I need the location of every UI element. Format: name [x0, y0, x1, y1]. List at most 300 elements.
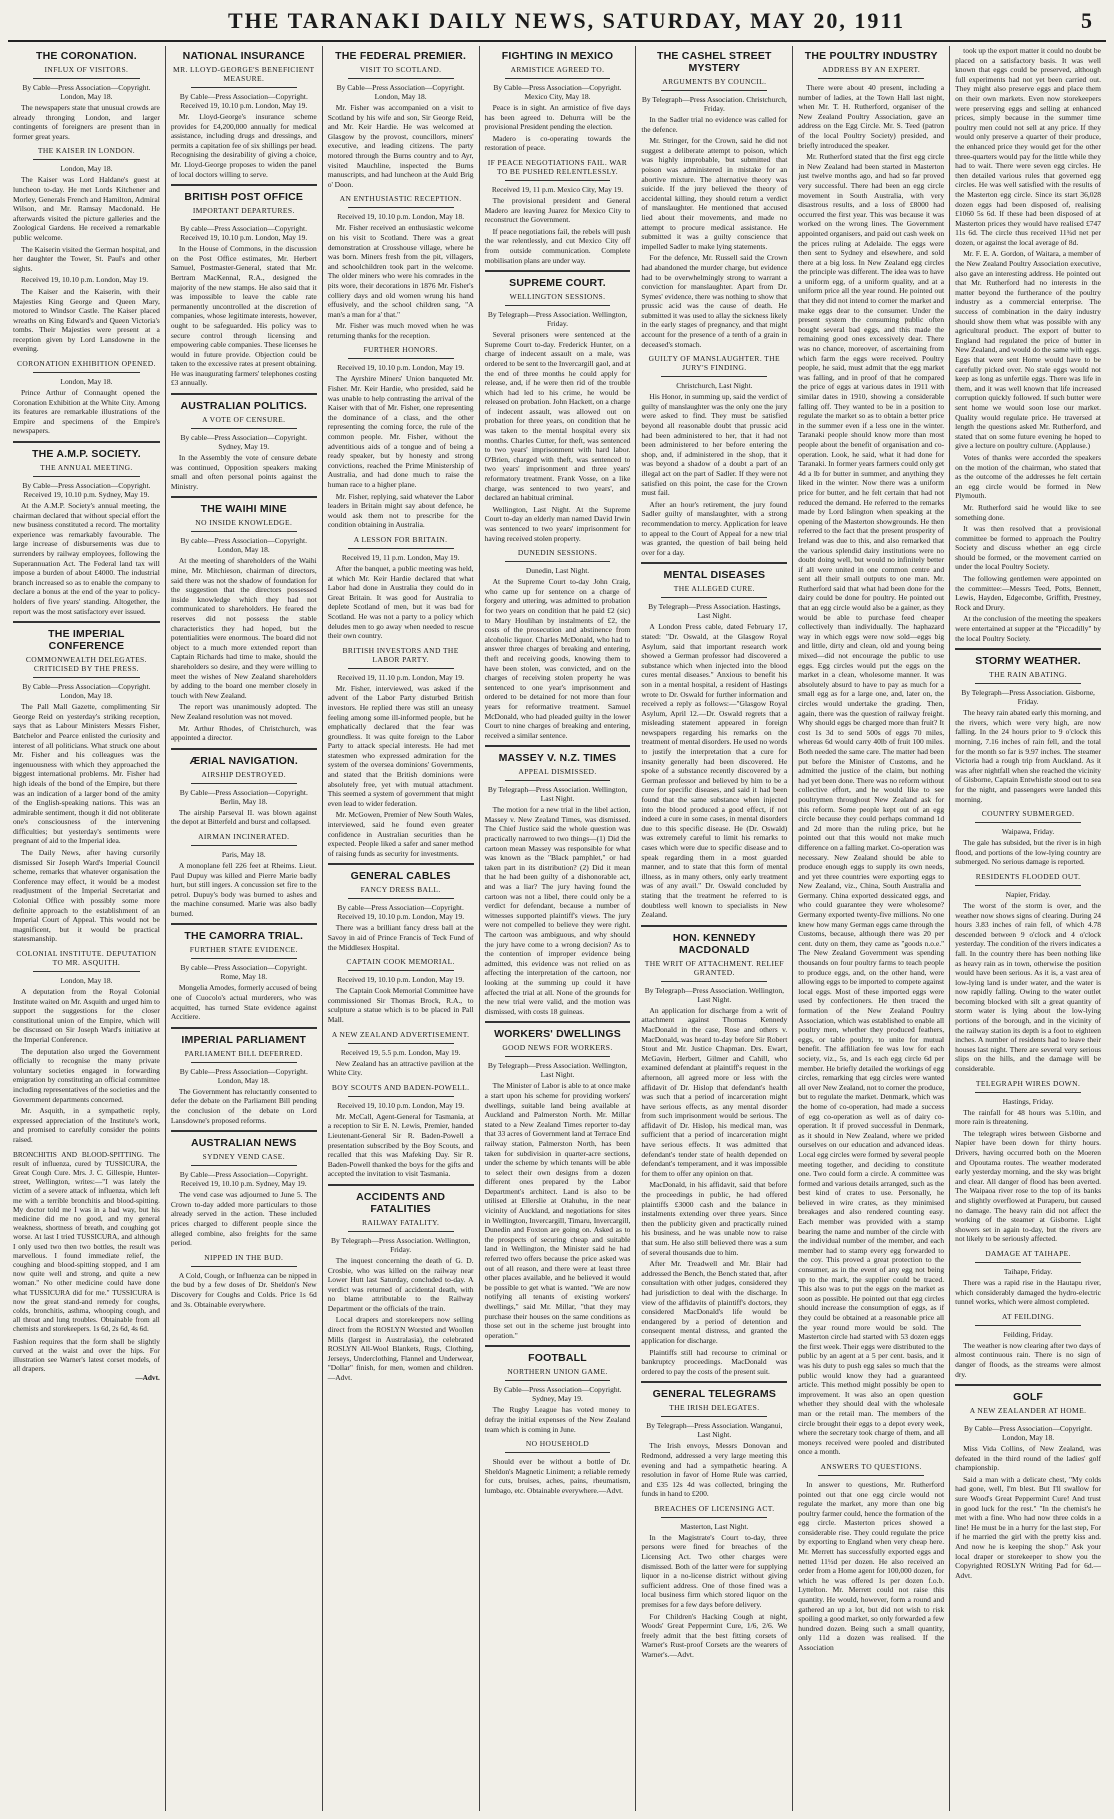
article	[328, 957, 474, 1024]
article-dateline: By cable—Press Association—Copyright. Received 19, 10.10 p.m. London, May 19.	[180, 224, 308, 243]
article-dateline: By Telegraph—Press Association. Wanganui, Last Night.	[646, 1421, 783, 1440]
article-subheadline: BOY SCOUTS AND BADEN-POWELL.	[331, 1082, 470, 1092]
article-dateline: Received 19, 10.10 p.m. London, May 18.	[337, 212, 465, 222]
article-headline: MENTAL DISEASES	[663, 569, 766, 582]
article-paragraph: The gale has subsided, but the river is in high flood, and portions of the low-lying country are submerged. No serious damage is reported.	[955, 838, 1101, 867]
article-subheadline: BREACHES OF LICENSING ACT.	[654, 1503, 775, 1513]
article-paragraph: After an hour's retirement, the jury found Sadler guilty of manslaughter, with a strong recommendation to mercy. Application for leave to appeal to the Court of Appeal for a new trial was granted, the question of bail being held over for a day.	[641, 499, 788, 557]
subhead-rule	[191, 783, 297, 784]
subhead-rule	[348, 548, 454, 549]
article	[171, 1130, 317, 1248]
article-paragraph: The motion for a new trial in the libel action, Massey v. New Zealand Times, was dismissed. The Chief Justice said the whole question was practically narrowed to two things—(1) Did the cartoon mean Massey was responsible for what was known as the "Black pamphlet," or had taken part in its distribution? (2) Did it mean that he had been guilty of a dishonorable act, and was a liar? The jury having found the cartoon was not a libel, there could only be a verdict for defendant, because a number of witnesses supported plaintiff's views. The jury were not compelled to believe they were right. The cartoon was ambiguous, and why should the jury have come to a wrong decision? As to the contention of improper evidence being admitted, this evidence was not relied on as affecting the interpretation of the cartoon, nor looking at the summing up could it have affected the trial at all. None of the grounds for the new trial were valid, and the motion was dismissed, with costs 18 guineas.	[484, 805, 631, 1016]
article-paragraph: The newspapers state that unusual crowds are already thronging London, and larger contingents of foreigners are present than in former great years.	[13, 103, 160, 141]
article	[798, 50, 944, 1457]
article-body	[641, 1533, 787, 1660]
article-dateline: Christchurch, Last Night.	[676, 381, 753, 391]
article-body	[641, 1006, 787, 1377]
article-dateline: By Cable—Press Association—Copyright. Sydney, May 19.	[493, 1385, 622, 1404]
article-paragraph: Said a man with a delicate chest, "My colds had gone, well, I'm blest. But I'll swallow for sure Wood's Great Peppermint Cure! And trust in good luck for the rest." "In the chemist's he met with a fine. Who had now three colds in a line! He must be in a hurry for the last step, For if he married the girl with the pretty kiss and. And now he is keeping the shop." Ask your local draper or storekeeper to show you the Copyrighted ROSLYN Writing Pad for 6d.—Advt.	[955, 1474, 1101, 1580]
article	[328, 535, 474, 641]
article-paragraph: The rainfall for 48 hours was 5.10in, and more rain is threatening.	[955, 1107, 1101, 1127]
article-paragraph: After Mr. Treadwell and Mr. Blair had addressed the Bench, the Bench stated that, after consultation with other judges, considered they had jurisdiction to deal with the discharge. In view of the affidavits of plaintiff's doctors, they considered MacDonald's life would be endangered by a period of detention and consequent mental distress, and granted the application for discharge.	[641, 1259, 788, 1345]
article-divider	[171, 1027, 317, 1029]
article-paragraph: Several prisoners were sentenced at the Supreme Court to-day. Frederick Hunter, on a charge of indecent assault on a male, was ordered to be sent to the Invercargill gaol, and at the end of three months he could apply for release, and, if he were then rid of the trouble which had led to his crime, he would be released on probation. John Hackett, on a charge of indecent assault, was allowed out on probation for three years, on condition that he was taken to the mental hospital every six months. Charles Cutter, for theft, was sentenced to two years' imprisonment with hard labor. O'Brien, charged with theft, was sentenced to two years' imprisonment and three years' reformatory treatment. Frank Vosse, on a like charge, was sentenced to two years', and declared an habitual criminal.	[484, 330, 631, 503]
subhead-rule	[505, 1452, 611, 1453]
article-body	[171, 808, 317, 827]
article-paragraph: Mr. Asquith, in a sympathetic reply, expressed appreciation of the Institute's work, and promised to carefully consider the points raised.	[13, 1106, 160, 1144]
article-divider	[171, 923, 317, 925]
article-subheadline: DUNEDIN SESSIONS.	[517, 548, 598, 558]
article-paragraph: Mr. Lloyd-George's insurance scheme provides for £4,200,000 annually for medical assistance, including drugs and dressings, and permits a capitation fee of six shillings per head. Recognising the desirability of giving a choice, Mr. Lloyd-George proposes to widen the panel of local doctors willing to serve.	[170, 112, 317, 179]
article-dateline: Received 19, 5.5 p.m. London, May 19.	[340, 1047, 461, 1057]
article-paragraph: The heavy rain abated early this morning, and the rivers, which were very high, are now falling. In the 24 hours prior to 9 o'clock this morning, 7.16 inches of rain fell, and the total for the month so far is 9.97 inches. The steamer Victoria had a rough trip from Auckland. As it was after nightfall when she reached the vicinity of Gisborne, Captain Entwhistle stood out to sea for the night, and passengers were landed this morning.	[955, 708, 1102, 804]
column-1	[8, 46, 165, 1811]
article-body	[171, 1190, 317, 1248]
article-dateline: Hastings, Friday.	[1002, 1096, 1054, 1106]
subhead-rule	[348, 668, 454, 669]
article-body	[328, 1256, 474, 1383]
subhead-rule	[661, 981, 767, 982]
subhead-rule	[975, 1262, 1081, 1263]
article-dateline: Received 19, 11 p.m. Mexico City, May 19.	[491, 184, 624, 194]
article-dateline: By Cable—Press Association—Copyright. London, May 18.	[179, 1066, 308, 1085]
article-subheadline: ARMISTICE AGREED TO.	[510, 65, 605, 74]
article	[171, 923, 317, 1021]
article-paragraph: At the conclusion of the meeting the speakers were entertained at supper at the "Piccadilly" by the local Poultry Society.	[955, 614, 1101, 643]
article	[955, 46, 1101, 643]
article	[641, 50, 787, 349]
subhead-rule	[33, 159, 140, 160]
article-dateline: Feilding, Friday.	[1003, 1329, 1053, 1339]
article-subheadline: MR. LLOYD-GEORGE'S BENEFICIENT MEASURE.	[173, 65, 315, 83]
article-dateline: Dunedin, Last Night.	[525, 566, 590, 576]
article-body	[485, 1081, 631, 1340]
article-paragraph: Mr. McGowen, Premier of New South Wales, interviewed, said he found even greater confidence in Australian securities than he expected. People liked a safer and saner method of raising funds as security for investments.	[327, 810, 474, 858]
article-headline: BRITISH POST OFFICE	[184, 191, 304, 204]
article	[13, 146, 160, 354]
article-body	[485, 1457, 631, 1495]
article-subheadline: ARGUMENTS BY COUNCIL.	[662, 77, 767, 86]
article-body	[485, 1405, 631, 1434]
article-paragraph: A London Press cable, dated February 17, stated: "Dr. Oswald, at the Glasgow Royal Asylum, said that important research work showed a German professor had discovered a substance which when injected into the blood cures mental diseases." Anxious to benefit his son in a mental hospital, a resident of Hastings wrote to Dr. Oswald for further information and received a reply as follows:—"Glasgow Royal Asylum, April 12.—Dr. Oswald regrets that a misleading statement appeared in foreign newspapers regarding his remarks on the treatment of mental disorders. He used no words to justify the interpretation that a cure for insanity generally had been discovered. He spoke of a substance recently discovered by a German professor and believed by him to be a cure for specific diseases, and said it had been found that the same substance when injected into the blood produced a good effect, if not indeed a cure in some cases, in mental disorders due to this specific disease. He (Dr. Oswald) was extremely careful to limit his remarks to cases which were due to specific disease and to speak regarding them in a most guarded manner, and to state that this form of mental illness, as in many others, only early treatment was of any avail." Dr. Oswald concluded by stating that the treatment he referred to is doubtless well known to specialists in New Zealand.	[641, 622, 788, 920]
article-body	[641, 392, 787, 557]
article-headline: AUSTRALIAN POLITICS.	[180, 400, 308, 413]
article-headline: GENERAL TELEGRAMS	[652, 1388, 777, 1401]
article-headline: GOLF	[1013, 1391, 1044, 1404]
article-paragraph: The Kaiser was Lord Haldane's guest at luncheon to-day. He met Lords Kitchener and Morley, Generals French and Hamilton, Admiral Wilson, and Mr. Ramsay Macdonald. He afterwards visited the picture galleries and the Zoological Gardens. He received a remarkable public welcome.	[13, 175, 160, 242]
article-body	[328, 374, 474, 530]
article	[171, 1253, 317, 1309]
article-paragraph: The vend case was adjourned to June 5. The Crown to-day added more particulars to those already served in the action. These included prices charged to different people since the alleged combine, also freights for the same period.	[170, 1190, 317, 1248]
article-headline: STORMY WEATHER.	[975, 655, 1081, 668]
article-paragraph: Wellington, Last Night. At the Supreme Court to-day an elderly man named David Irwin was sentenced to two years' imprisonment for having received stolen property.	[484, 504, 631, 543]
article-paragraph: At the Supreme Court to-day John Craig, who came up for sentence on a charge of forgery and uttering, was admitted to probation for two years on condition that he paid £2 (sic) to Mary Houlihan by instalments of £2, the costs of the prosecution and abstinence from alcoholic liquor. Charles McDonald, who had to answer three charges of breaking and entering, theft and receiving goods, knowing them to have been stolen, was convicted, and on the charges of receiving stolen property he was sentenced to one year's imprisonment and ordered to be detained for not more than four years for reformative treatment. Samuel McDonald, who had pleaded guilty in the lower Court to nine charges of breaking and entering, received a similar sentence.	[484, 577, 631, 740]
subhead-rule	[33, 677, 140, 678]
article-body	[171, 1271, 317, 1309]
article	[798, 1462, 944, 1653]
article-paragraph: At the A.M.P. Society's annual meeting, the chairman declared that without special effort the new business constituted a record. The mortality experience was remarkably favourable. The large increase of disbursements was due to surrenders by railway employees, following the Superannuation Act. The Federal land tax will impose a burden of about £4000. The industrial branch increased so as to enable the company to declare a bonus at the end of the year to policy-holders of five years' standing. Altogether, the report was the most satisfactory ever issued.	[13, 501, 160, 616]
subhead-rule	[505, 1380, 611, 1381]
article-body	[641, 622, 787, 919]
article-body	[798, 1480, 944, 1653]
article-subheadline: FURTHER HONORS.	[363, 345, 438, 355]
article-subheadline: RESIDENTS FLOODED OUT.	[975, 871, 1081, 881]
article-body	[641, 115, 787, 349]
subhead-rule	[505, 561, 611, 562]
article-body	[171, 861, 317, 919]
article-body	[485, 330, 631, 543]
article-divider	[485, 1021, 631, 1023]
article-headline: ACCIDENTS AND FATALITIES	[356, 1190, 446, 1215]
article	[13, 50, 160, 141]
article-headline: THE A.M.P. SOCIETY.	[32, 448, 141, 461]
article-divider	[328, 863, 474, 865]
article-paragraph: The Ayrshire Miners' Union banqueted Mr. Fisher. Mr. Keir Hardie, who presided, said he was unable to help contrasting the arrival of the Kaiser with that of Mr. Fisher, one representing the dominance of a class, and the other representing the coming force, the rule of the common people. Mr. Fisher, without the adventitious aids of a tongue and of being a ready speaker, but by honesty and strong convictions, reached the Prime Ministership of Australia, and had done much to raise the human race to a higher plane.	[327, 374, 474, 489]
article-paragraph: The Minister of Labor is able to at once make a start upon his scheme for providing workers' dwellings, suitable land being available at Auckland and Palmerston North. Mr. Millar stated to a New Zealand Times reporter to-day that 33 acres of Government land at Terrace End railway station, Palmerston North, has been taken for subdivision in quarter-acre sections, under the scheme by which tenants will be able to select their own designs from a dozen different ones prepared by the Labor Department's architect. Land is also to be utilised at Ellerslie at Otahuhu, in the near vicinity of Auckland, and negotiations for sites in Wellington, Invercargill, Timaru, Invercargill, Dunedin and Foxton are going on. Asked as to the prospects of securing cheap and suitable land in Wellington, the Minister said he had referred two offers because the price asked was out of all reason, and there were at least three other places available, and he believed it would be possible to get what is wanted. "We are now notifying all tenants of existing workers' dwellings," said Mr. Millar, "that they may purchase their houses on the same conditions as those set out in the scheme just brought into operation."	[484, 1081, 631, 1340]
article-paragraph: Mr. Fisher was accompanied on a visit to Scotland by his wife and son, Sir George Reid, and Mr. Keir Hardie. He was welcomed at Glasgow by the provost, councillors, miners' executive, and leading citizens. The party motored through the Burns country and to Ayr, visited Mauchline, inspected the Burns manuscripts, and had luncheon at the Auld Brig o' Doon.	[327, 103, 474, 189]
article-dateline: By cable—Press Association—Copyright. Received 19, 10.10 p.m. London, May 19.	[337, 903, 465, 922]
article-paragraph: Mongelia Amodes, formerly accused of being one of Cuocolo's actual murderers, who was acquitted, has turned State evidence against Accitiere.	[170, 983, 317, 1022]
article	[485, 50, 631, 153]
article-paragraph: Mr. Rutherford said he would like to see something done.	[955, 502, 1101, 522]
article-subheadline: IF PEACE NEGOTIATIONS FAIL. WAR TO BE PUSHED RELENTLESSLY.	[487, 157, 628, 176]
article-body	[328, 103, 474, 189]
article-body	[13, 987, 160, 1145]
article-divider	[171, 393, 317, 395]
article-divider	[171, 1130, 317, 1132]
article-subheadline: THE WRIT OF ATTACHMENT. RELIEF GRANTED.	[644, 958, 784, 977]
article	[171, 1027, 317, 1125]
subhead-rule	[191, 845, 297, 846]
article-body	[955, 1444, 1101, 1580]
article-body	[485, 196, 631, 265]
article-paragraph: There were about 40 present, including a number of ladies, at the Town Hall last night, when Mr. T. H. Rutherford, organiser of the New Zealand Poultry Association, gave an address on the Egg Circle. Mr. S. Teed (patron of the local Poultry Society) presided, and briefly introduced the speaker.	[798, 83, 945, 150]
subhead-rule	[818, 78, 924, 79]
article-paragraph: The Kaiser and the Kaiserin, with their Majesties King George and Queen Mary, motored to Windsor Castle. The Kaiser placed wreaths on King Edward's and Queen Victoria's tombs. Their Majesties were present at a reception given by Lord Lansdowne in the evening.	[13, 286, 160, 354]
article-divider	[955, 648, 1101, 650]
subhead-rule	[191, 1165, 297, 1166]
article-paragraph: It was then resolved that a provisional committee be formed to approach the Poultry Society and discuss whether an egg circle should be formed, or the movement carried on under the local Poultry Society.	[955, 524, 1101, 572]
article-paragraph: In the Sadler trial no evidence was called for the defence.	[641, 115, 788, 134]
article-paragraph: The Government has reluctantly consented to defer the debate on the Parliament Bill pending the conclusion of the debate on Lord Lansdowne's proposed reforms.	[170, 1086, 317, 1125]
article-paragraph: Should ever be without a bottle of Dr. Sheldon's Magnetic Liniment; a reliable remedy for cuts, bruises, aches, pains, rheumatism, lumbago, etc. Obtainable everywhere.—Advt.	[484, 1457, 631, 1495]
subhead-rule	[505, 180, 611, 181]
article-headline: THE IMPERIAL CONFERENCE	[48, 628, 125, 653]
article-paragraph: In answer to questions, Mr. Rutherford pointed out that one egg circle would not regulate the market, any more than one big poultry farmer could, hence the formation of the egg circle. Masterton prices showed a considerable rise. They could regulate the price by exporting to England when very cheap here. Mr. Merrett has successfully exported eggs and netted 11½d per dozen. He also received an order from a Home agent for 100,000 dozen, for which he was offered 1s per dozen f.o.b. Lyttelton. Mr. Merrett could not raise this quantity. He would, however, form a round and gathered an up a lot, but did not wish to risk spoiling a good market, so only forwarded a few hundred dozen. Being such a small quantity, only 11d a dozen was realised. If the Association	[798, 1479, 945, 1652]
article-paragraph: There was a rapid rise in the Hautapu river, which considerably damaged the hydro-electric tunnel works, which were almost completed.	[955, 1277, 1101, 1307]
article-dateline: London, May 18.	[60, 164, 113, 174]
article-subheadline: COMMONWEALTH DELEGATES. CRITICISED BY THE PRESS.	[25, 655, 147, 674]
article-body	[171, 244, 317, 388]
article-paragraph: Mr. Fisher, replying, said whatever the Labor leaders in Britain might say about defence, he would ask them not to prescribe for the condition obtaining in Australia.	[327, 491, 474, 530]
article-subheadline: GUILTY OF MANSLAUGHTER. THE JURY'S FINDING.	[648, 354, 781, 373]
advertisement-text-2: Fashion requires that the form shall be slightly curved at the waist and over the hips. For illustration see Warner's latest corset models, of all drapers.	[13, 1336, 160, 1374]
article-paragraph: A deputation from the Royal Colonial Institute waited on Mr. Asquith and urged him to support the suggestions for the closer constitutional union of the Empire, which will be discussed on Sir Joseph Ward's initiative at the Imperial Conference.	[13, 987, 160, 1044]
article-dateline: By Cable—Press Association—Copyright. London, May 18.	[336, 83, 465, 101]
article-body	[328, 1059, 474, 1078]
article-dateline: By cable—Press Association—Copyright. Rome, May 18.	[180, 963, 307, 982]
article-paragraph: If peace negotiations fail, the rebels will push the war relentlessly, and cut Mexico City off from outside communication. Complete mobilisation plans are under way.	[484, 226, 631, 265]
subhead-rule	[975, 885, 1081, 886]
article	[641, 1504, 787, 1660]
subhead-rule	[191, 958, 297, 959]
article-body	[328, 923, 474, 952]
article-subheadline: RAILWAY FATALITY.	[361, 1217, 440, 1227]
page-number: 5	[1081, 8, 1092, 33]
article-dateline: By Telegraph—Press Association. Christchurch, Friday.	[641, 95, 787, 113]
article-body	[13, 501, 160, 616]
article-paragraph: Mr. Stringer, for the Crown, said he did not suggest a deliberate attempt to poison, which was highly improbable, but submitted that poison was administered in mistake for an abortive mixture. The alternative theory was suicide. If the jury believed the theory of accidental killing, they should return a verdict of manslaughter. He mentioned that accused lied about their movements, and made no attempt to procure medical assistance. He submitted it was a guilty conscience that impelled Sadler to make lying statements.	[641, 136, 788, 251]
article-paragraph: Prince Arthur of Connaught opened the Coronation Exhibition at the White City. Among its features are remarkable illustrations of the Empire and specimens of the Empire's newspapers.	[13, 388, 160, 436]
article-paragraph: Mr. Fisher was much moved when he was returning thanks for the reception.	[327, 321, 474, 340]
article-subheadline: A NEW ZEALAND ADVERTISEMENT.	[331, 1029, 470, 1039]
article-dateline: By Cable—Press Association—Copyright. London, May 18.	[22, 682, 151, 701]
article-paragraph: Local drapers and storekeepers now selling direct from the ROSLYN Worsted and Woollen Mills (largest in Australasia), the celebrated ROSLYN All-Wool Blankets, Rugs, Clothing, Jerseys, Underclothing, Flannel and Underwear, "Dollar" finish, for men, women and children.—Advt.	[327, 1315, 474, 1383]
article-paragraph: For the defence, Mr. Russell said the Crown had abandoned the murder charge, but evidence had to be overwhelmingly strong to warrant a conviction for manslaughter. Apart from Dr. Symes' evidence, there was nothing to show that prussic acid was the cause of death. He submitted it was used to allay the sickness likely in the early stages of pregnancy, and that might account for the presence of a tenth of a grain in deceased's stomach.	[641, 253, 788, 349]
article	[171, 832, 317, 919]
columns	[8, 46, 1106, 1811]
article-paragraph: The airship Parseval II. was blown against the depot at Bitterfeld and burst and collapsed.	[170, 807, 317, 827]
article-paragraph: The telegraph wires between Gisborne and Napier have been down for thirty hours. Drivers, having occurred both on the Moeren and Opoutama routes. The weather moderated early yesterday morning, and the sky was bright and clear. All danger of flood has been averted. The Waipaoa river rose to the top of its banks and slightly overflowed at Puraperu, but caused no damage. The heavy rain did not affect the working of the steamer at Gisborne. Light showers set in again to-day, but the rivers are not likely to be seriously affected.	[955, 1128, 1101, 1244]
article-paragraph: An application for discharge from a writ of attachment against Thomas Kennedy MacDonald in the case, Rose and others v. MacDonald, was heard to-day before Sir Robert Stout and Mr. Justice Chapman. Drs. Ewart, McGavin, Herbert, Gilmer and Cahill, who examined defendant at plaintiff's request in the afternoon, all agreed more or less with the affidavit of Dr. Hislop that defendant's health was such that a period of incarceration might have serious effects, as any mental disorder from such imprisonment would be serious. The affidavit of Dr. Hislop, his medical man, was sufficient that a period of incarceration might have serious effects. It was admitted that defendant's tender state of health depended on defendant's temperament, and it was impossible for them to offer any opinion on that.	[641, 1005, 788, 1178]
article-headline: THE CASHEL STREET MYSTERY	[657, 50, 772, 74]
article-headline: HON. KENNEDY MACDONALD	[672, 931, 756, 956]
article-paragraph: The provisional president and General Madero are leaving Juarez for Mexico City to reconstruct the Government.	[484, 195, 631, 225]
article-divider	[328, 1184, 474, 1186]
article-body	[641, 1441, 787, 1499]
article	[955, 872, 1101, 1074]
article	[485, 1439, 631, 1495]
article-divider	[171, 496, 317, 498]
article-subheadline: AIRSHIP DESTROYED.	[201, 769, 286, 779]
article-dateline: Received 19, 10.10 p.m. London, May 19.	[337, 975, 465, 985]
article-dateline: By Cable—Press Association—Copyright. Received 19, 10.10 p.m. Sydney, May 19.	[179, 1170, 308, 1189]
column-7	[949, 46, 1106, 1811]
subhead-rule	[191, 1266, 297, 1267]
article	[955, 1312, 1101, 1379]
article-headline: THE CAMORRA TRIAL.	[184, 930, 304, 943]
article-paragraph: Votes of thanks were accorded the speakers on the motion of the chairman, who stated that as the outcome of the addresses he felt certain an egg circle would be formed in New Plymouth.	[955, 452, 1101, 501]
subhead-rule	[661, 376, 767, 377]
subhead-rule	[505, 1056, 611, 1057]
article-body	[485, 805, 631, 1016]
article-body	[955, 46, 1101, 643]
article	[171, 496, 317, 742]
article-headline: THE POULTRY INDUSTRY	[804, 50, 938, 62]
article-dateline: Taihape, Friday.	[1003, 1266, 1053, 1276]
subhead-rule	[348, 1096, 454, 1097]
article-body	[955, 901, 1101, 1074]
article-divider	[171, 748, 317, 750]
article	[485, 1021, 631, 1340]
column-6	[792, 46, 949, 1811]
article-body	[485, 577, 631, 740]
article-body	[955, 838, 1101, 867]
article-subheadline: AT FEILDING.	[1001, 1311, 1055, 1321]
article-body	[328, 223, 474, 340]
article-dateline: Masterton, Last Night.	[680, 1521, 749, 1531]
subhead-rule	[191, 1062, 297, 1063]
advertisement-signature: —Advt.	[135, 1373, 160, 1383]
subhead-rule	[348, 1231, 454, 1232]
article	[13, 949, 160, 1145]
article-headline: ÆRIAL NAVIGATION.	[189, 754, 298, 767]
article-paragraph: Received 19, 10.10 p.m. London, May 19.	[21, 275, 149, 285]
article-paragraph: Miss Vida Collins, of New Zealand, was defeated in the third round of the ladies' golf championship.	[955, 1444, 1101, 1473]
article	[485, 270, 631, 543]
article-paragraph: After the banquet, a public meeting was held, at which Mr. Keir Hardie declared that what Labor had done in Australia they could do in Great Britain. It was good for Australia to deplete Scotland of men, but it was bad for Scotland. He was not a party to a policy which deludes men to go away when needed to rescue their own country.	[327, 563, 474, 641]
article-subheadline: A VOTE OF CENSURE.	[202, 415, 286, 425]
subhead-rule	[191, 428, 297, 429]
article	[13, 621, 160, 944]
article-subheadline: DAMAGE AT TAIHAPE.	[985, 1248, 1071, 1258]
article-paragraph: Mr. Fisher, interviewed, was asked if the advent of the Labor Party disturbed British investors. He replied there was still an uneasy feeling among some ill-informed people, but he emphatically declared that the fear was groundless. It was quite foreign to the Labor Party to attack special interests. He had met statesmen who expressed admiration for the system of the oversea dominions' Governments, and stated that the British dominions were absolutely free, yet with mutual attachment. This seemed a system of government that might even lead to wider federation.	[327, 683, 474, 808]
subhead-rule	[191, 219, 297, 220]
article-paragraph: The weather is now clearing after two days of almost continuous rain. There is no sign of danger of floods, as the streams were almost dry.	[955, 1340, 1101, 1379]
article-paragraph: The Rugby League has voted money to defray the initial expenses of the New Zealand team which is coming in June.	[484, 1405, 631, 1434]
article-paragraph: The Captain Cook Memorial Committee have commissioned Sir Thomas Brock, R.A., to sculpture a statue which is to be placed in Pall Mall.	[327, 986, 474, 1024]
article-body	[171, 556, 317, 742]
article-paragraph: The inquest concerning the death of G. D. Crosbie, who was killed on the railway near Lower Hutt last Saturday, concluded to-day. A verdict was returned of accidental death, with no blame attributable to the Railway Department or the officials of the train.	[327, 1255, 474, 1313]
article-divider	[485, 270, 631, 272]
article-subheadline: APPEAL DISMISSED.	[518, 767, 597, 777]
article-subheadline: ADDRESS BY AN EXPERT.	[822, 65, 921, 74]
article-paragraph: MacDonald, in his affidavit, said that before the proceedings in public, he had offered plaintiffs £3000 cash and the balance in instalments extending over three years. Since then the publicity given and practically ruined his business, and he was unable now to raise that sum. He also still believed there was a sum of several thousands due to him.	[641, 1180, 788, 1257]
article-paragraph: In the Magistrate's Court to-day, three persons were fined for breaches of the Licensing Act. Two other charges were dismissed. Both of the latter were for supplying liquor in a no-license district without giving sufficient address. One of those fined was a local business firm which stored liquor on the premises for a few days before delivery.	[641, 1532, 788, 1610]
article-paragraph: A monoplane fell 226 feet at Rheims. Lieut. Paul Dupuy was killed and Pierre Marie badly hurt, but still ingers. A concussion set fire to the petrol. Dupuy's body was burned to ashes and the machine consumed. Marie was also badly burned.	[170, 860, 317, 918]
article-headline: SUPREME COURT.	[509, 277, 606, 290]
article-subheadline: A LESSON FOR BRITAIN.	[353, 534, 448, 544]
advertisement	[13, 1150, 160, 1383]
article-paragraph: took up the export matter it could no doubt be placed on a satisfactory basis. It was well known that eggs could be preserved, although full experiments had not yet been carried out. They might also preserve eggs and place them on their own markets. Even now storekeepers were preserving eggs and selling at enhanced prices, simply because in the summer time poultry men could not sell at any price. If they would only preserve a quarter of their produce, the enhanced price they would get for the other three-quarters would pay for the little while they had to wait. There were seven egg circles. He then detailed various rules that governed egg circles. He was well satisfied with the results of the Masterton egg circle. Since its start 36,028 dozen eggs had been disposed of, realising £1060 5s 6d. If these had been disposed of at Masterton prices they would have realised £747 11s 6d. The circle thus received 11¾d net per dozen, or against the local average of 8d.	[955, 46, 1101, 247]
article-body	[798, 83, 944, 1457]
article-headline: MASSEY V. N.Z. TIMES	[498, 752, 617, 765]
article-divider	[13, 441, 160, 443]
article-dateline: London, May 18.	[60, 976, 113, 985]
article	[13, 359, 160, 436]
article	[485, 1345, 631, 1434]
subhead-rule	[348, 207, 454, 208]
article-subheadline: A NEW ZEALANDER AT HOME.	[969, 1406, 1087, 1416]
article-body	[171, 983, 317, 1021]
article-dateline: By Cable—Press Association—Copyright. Berlin, May 18.	[179, 787, 308, 806]
article-dateline: By Telegraph—Press Association. Wellington, Friday.	[331, 1235, 471, 1254]
article-paragraph: Mr. Rutherford stated that the first egg circle in New Zealand had been started in Masterton just twelve months ago, and had so far proved very successful. There had been an egg circle movement in South Australia, with very disastrous results, and a loss of £8000 had occurred the first year. This was because it was worked on the wrong lines. The Government appointed organisers, and paid out cash week on the prices ruling at Adelaide. The eggs were then sent to Sydney and elsewhere, and sold there at a big loss. In New Zealand egg circles the principle was different. The idea was to have a uniform egg, of a uniform quality, and at a uniform price all the year round. He pointed out that they did not intend to corner the market and make eggs dear to the consumer. Under the present system the consuming public often bought several bad eggs, and this made the remaining good ones excessively dear. There was no chance, moreover, of ascertaining from which farm the eggs were received. Poultry people, he said, must admit that the egg market was falling, and in proof of that he compared the price of eggs at various dates in 1911 with similar dates in 1910, showing a considerable falling off. They wanted to be in a position to regulate the market so as to obtain a better price in the summer even if a less one in the winter. Taranaki people should know more than most people about the benefit of organisation and co-operation. Look, he said, what it had done for Taranaki. In former years farmers could only get 4d a lb for butter in summer, and anything they liked in the winter. Now there was a uniform price for butter, and he felt certain that had not reduced the demand. He referred to the remarks made by Lord Islington when speaking at the opening of the Masterton showgrounds. He then referred to the fact that the present prosperity of Ireland was due to this, and also remarked that the various splendid dairy institutions were no doubt doing well, but would no infinitely better if all were united in one common centre and sent all their small outputs to one man. Mr. Rutherford said that what had been done for the dairy could be done for poultry. He pointed out that an egg circle would also be a gainer, as they would be able to purchase feed cheaper collectively than individually. The haphazard way in which eggs were now sold—eggs big and little, dirty and clean, old and young being mixed—did not encourage the public to use eggs. Egg circles would put the eggs on the market in a clean, wholesome manner. It was absolutely absurd to have to pay as much for a small egg as for a large one, and, later on, the circles would undertake the grading. Then, again, there was the question of railway freight. Why should eggs be charged more than fruit? It cost 1s 3d to send 500s of eggs 70 miles, whereas 6d would carry 40lb of fruit 100 miles. Both needed the same care. The matter had been put before the Minister of Customs, and he admitted the justice of the claim, but nothing had yet been done. There was no reform without collective effort, and he would like to see poultrymen throughout New Zealand ask for this reform. Some people kept out of an egg circle because they could perhaps command 1d and 2d more than the ruling price, but he pointed out that this would not make much difference on a falling market. Co-operation was necessary. New Zealand should be able to produce enough eggs to supply its own needs, and yet three countries were exporting eggs to New Zealand, viz., China, South Australia and Germany. China exported dessicated eggs, and who could guarantee they were wholesome? Germany exported twenty-five millions. No one knew how many German eggs came through the Customs, because, although there was 20 per cent. duty on them, they came as "goods n.o.e." The New Zealand Government was spending thousands on four poultry farms to teach people to produce eggs, and, on the other hand, were allowing eggs to be imported to compete against local eggs. Most of these imported eggs were used by confectioners. He then traced the formation of the New Zealand Poultry Association, which was established to enable all poultry men, whether they produced feathers, eggs, or table poultry, to unite for mutual benefit. The affiliation fee was low for each society, viz., 5s, and 1s each egg circle 6d per member. He briefly detailed the workings of egg circles, remarking that egg circles were wanted all over New Zealand, not to corner the produce, but to regulate the market. Denmark, which was the home of co-operation, had made a success of egg co-operation as well as of dairy co-operation. It if proved successful in Denmark, as it should in New Zealand, where we prided ourselves on our education and advanced ideas. Local egg circles were formed by several people meeting together, and deciding to constitute one. Two could form a circle. A committee was formed and various details arranged, such as the best kind of crates to use. Personally, he believed in wire crates, as they minimised breakages and also rendered counting easy. Each member was provided with a stamp bearing the name and number of the circle with the individual number of the member, and each member had to stamp every egg forwarded to the coy. This proved a great protection to the consumer, as in the event of any egg not being up to the mark, the supplier could be traced. This also was to put the eggs on the market as soon as possible. He pointed out that egg circles should increase the consumption of eggs, as if they could be obtained at a reasonable price all the year round more would be sold. The Masterton circle had started with 53 dozen eggs the first week. Their eggs were distributed to the public by an agent at a 5 per cent. basis, and it was his duty to push egg sales so much that the public would know they had a guaranteed article. This method might possibly be open to improvement. It was also an open question whether they should deal with the wholesale man or the retail man. The members of the circle brought their eggs to a depot every week, where the secretary took charge of them, and all moneys received were pooled and distributed once a month.	[798, 152, 945, 1457]
article-dateline: London, May 18.	[60, 377, 113, 387]
article-headline: THE CORONATION.	[36, 50, 137, 62]
subhead-rule	[348, 358, 454, 359]
article-body	[13, 175, 160, 354]
article-subheadline: THE ANNUAL MEETING.	[40, 463, 133, 473]
article-subheadline: NO HOUSEHOLD	[525, 1439, 590, 1449]
subhead-rule	[348, 78, 454, 79]
article-body	[171, 112, 317, 179]
article	[328, 1083, 474, 1179]
subhead-rule	[975, 822, 1081, 823]
article	[641, 562, 787, 919]
article-headline: GENERAL CABLES	[350, 870, 451, 883]
article-dateline: By Cable—Press Association—Copyright. London, May 18.	[964, 1424, 1093, 1443]
article	[328, 1030, 474, 1078]
article-paragraph: His Honor, in summing up, said the verdict of guilty of manslaughter was the only one the jury were asked to find. They must be satisfied beyond all reasonable doubt that prussic acid had been administered to her, that it had not been administered to her before entering the shop, and, if administered in the shop, that it was beyond a shadow of a doubt a part of an illegal act on the part of Sadler. If they were not satisfied on this point, the case for the Crown must fail.	[641, 392, 788, 498]
article-dateline: Waipawa, Friday.	[1001, 827, 1055, 837]
column-5	[635, 46, 792, 1811]
article-paragraph: Mr. Fisher received an enthusiastic welcome on his visit to Scotland. There was a great demonstration at Crosshouse village, where he was born. Miners fresh from the pit, villagers, and schoolchildren took part in the welcome. The older miners who were his comrades in the pits wore, their decorations in 1876 Mr. Fisher's colliery days and old women wrung his hand effusively, and the school children sang, "A man's a man for a' that."	[327, 223, 474, 319]
article-subheadline: TELEGRAPH WIRES DOWN.	[975, 1078, 1081, 1088]
subhead-rule	[818, 1475, 924, 1476]
article-paragraph: The report was unanimously adopted. The New Zealand resolution was not moved.	[170, 702, 317, 721]
article-headline: THE FEDERAL PREMIER.	[335, 50, 467, 62]
subhead-rule	[505, 305, 611, 306]
article-paragraph: The Kaiserin visited the German hospital, and her daughter the Tower, St. Paul's and other sights.	[13, 244, 160, 273]
article-paragraph: Mr. McCall, Agent-General for Tasmania, at a reception to Sir E. N. Lewis, Premier, handed Lieutenant-General Sir R. Baden-Powell a presentation subscribed by the Boy Scouts, and recalled that this was Mafeking Day. Sir R. Baden-Powell thanked the boys for the gifts and accepted the invitation to visit Tasmania.	[327, 1111, 474, 1179]
article-subheadline: AN ENTHUSIASTIC RECEPTION.	[339, 194, 462, 204]
article-subheadline: COLONIAL INSTITUTE. DEPUTATION TO MR. ASQUITH.	[16, 949, 157, 967]
article-body	[328, 684, 474, 859]
column-3	[322, 46, 479, 1811]
article-dateline: Received 19, 11 p.m. London, May 19.	[341, 552, 460, 562]
article-subheadline: THE RAIN ABATING.	[989, 670, 1067, 680]
article-dateline: Received 19, 10.10 p.m. London, May 19.	[337, 363, 465, 373]
article-paragraph: A Cold, Cough, or Influenza can be nipped in the bud by a few doses of Dr. Sheldon's New Discovery for Coughs and Colds. Price 1s 6d and 3s. Obtainable everywhere.	[170, 1270, 317, 1309]
article-dateline: Received 19, 11.10 p.m. London, May 19.	[337, 672, 465, 682]
article-subheadline: NIPPED IN THE BUD.	[204, 1252, 284, 1262]
article-dateline: By Telegraph—Press Association. Wellington, Last Night.	[487, 1061, 628, 1080]
masthead-title: THE TARANAKI DAILY NEWS, SATURDAY, MAY 20, 1911	[228, 8, 906, 33]
article-body	[13, 702, 160, 944]
article	[955, 648, 1101, 804]
article-divider	[171, 184, 317, 186]
article-paragraph: Peace is in sight. An armistice of five days has been agreed to. Dehurra will be the provisional President pending the election.	[484, 103, 631, 132]
article-body	[13, 103, 160, 141]
article	[13, 441, 160, 616]
article-subheadline: FURTHER STATE EVIDENCE.	[189, 945, 298, 955]
article	[641, 1381, 787, 1499]
article-dateline: By Telegraph—Press Association. Wellington, Last Night.	[644, 985, 784, 1004]
article-body	[955, 1278, 1101, 1307]
subhead-rule	[191, 531, 297, 532]
article-dateline: By cable—Press Association—Copyright. London, May 18.	[180, 536, 307, 555]
article-divider	[955, 1384, 1101, 1386]
article-paragraph: Mr. F. E. A. Gordon, of Waitara, a member of the New Zealand Poultry Association executive, also gave an interesting address. He pointed out that Mr. Rutherford had no interests in the matter beyond the furtherance of the poultry industry as a commercial enterprise. The success of combination in the dairy industry should show them what was possible with any agricultural product. The export of butter to England had regulated the price of butter in New Zealand, and would do the same with eggs. Eggs that were sent Home would have to be carefully picked over. No stale eggs would not keep as long as unfertile eggs. There was life in them, and it was well known that life increased corruption quickly followed. If such butter were sent home we would soon lose our market. Quality would regulate price. He traversed at length the questions asked Mr. Rutherford, and stated that on some future evening he hoped to give a lecture on poultry culture. (Applause.)	[955, 249, 1101, 451]
article-divider	[641, 562, 787, 564]
article-paragraph: The Daily News, after having cursorily dismissed Sir Joseph Ward's Imperial Council scheme, remarks that whatever organisation the Conference may effect, it would be a modest readjustment of the Imperial Secretariat and Colonial Office with possibly some more definite approach to the establishment of an Imperial Court of Appeal. This would not be magnificent, but it would be practical statesmanship.	[13, 848, 160, 944]
subhead-rule	[975, 1419, 1081, 1420]
subhead-rule	[661, 90, 767, 91]
article-body	[13, 388, 160, 436]
article-dateline: By Cable—Press Association—Copyright. Received 19, 10.10 p.m. Sydney, May 19.	[22, 481, 151, 500]
article	[955, 809, 1101, 867]
article-headline: NATIONAL INSURANCE	[182, 50, 305, 62]
article	[641, 354, 787, 557]
article-paragraph: The Irish envoys, Messrs Donovan and Redmond, addressed a very large meeting this evening and had a sympathetic hearing. A resolution in favor of Home Rule was carried, and £35 12s 4d was collected, bringing the funds in hand to £200.	[641, 1441, 788, 1499]
article-paragraph: Madero is co-operating towards the restoration of peace.	[484, 133, 631, 153]
article-subheadline: GOOD NEWS FOR WORKERS.	[502, 1043, 613, 1053]
article-dateline: By Cable—Press Association—Copyright. Received 19, 10.10 p.m. London, May 19.	[179, 92, 308, 110]
article-headline: FIGHTING IN MEXICO	[501, 50, 614, 62]
article-divider	[641, 1381, 787, 1383]
subhead-rule	[191, 87, 297, 88]
article-divider	[485, 745, 631, 747]
article-paragraph: The Pall Mall Gazette, complimenting Sir George Reid on yesterday's striking reception, says that as Labour Ministers Messrs Fisher, Batchelor and Pearce enlisted the curiosity and interest of all politicians. What struck one about Mr. Fisher and his colleagues was the ingenuousness with which they approached the biggest international problems. Mr. Fisher had high ideals of the bond of the Empire, but there was an indication of a larger bond of the amity of the English-speaking nations. This was an admirable sentiment, though it did not obliterate one's consciousness of the intervening difficulties; but yesterday's sentiments were pregnant of aid to the Imperial idea.	[13, 702, 160, 846]
subhead-rule	[33, 78, 140, 79]
article	[171, 50, 317, 179]
subhead-rule	[661, 1517, 767, 1518]
article-paragraph: The following gentlemen were appointed on the committee:—Messrs Teed, Potts, Bennett, Lewis, Hayden, Edgecombe, Griffith, Prestney, Rock and Drury.	[955, 574, 1101, 612]
subhead-rule	[975, 683, 1081, 684]
article-subheadline: PARLIAMENT BILL DEFERRED.	[184, 1048, 303, 1058]
article-divider	[641, 925, 787, 927]
